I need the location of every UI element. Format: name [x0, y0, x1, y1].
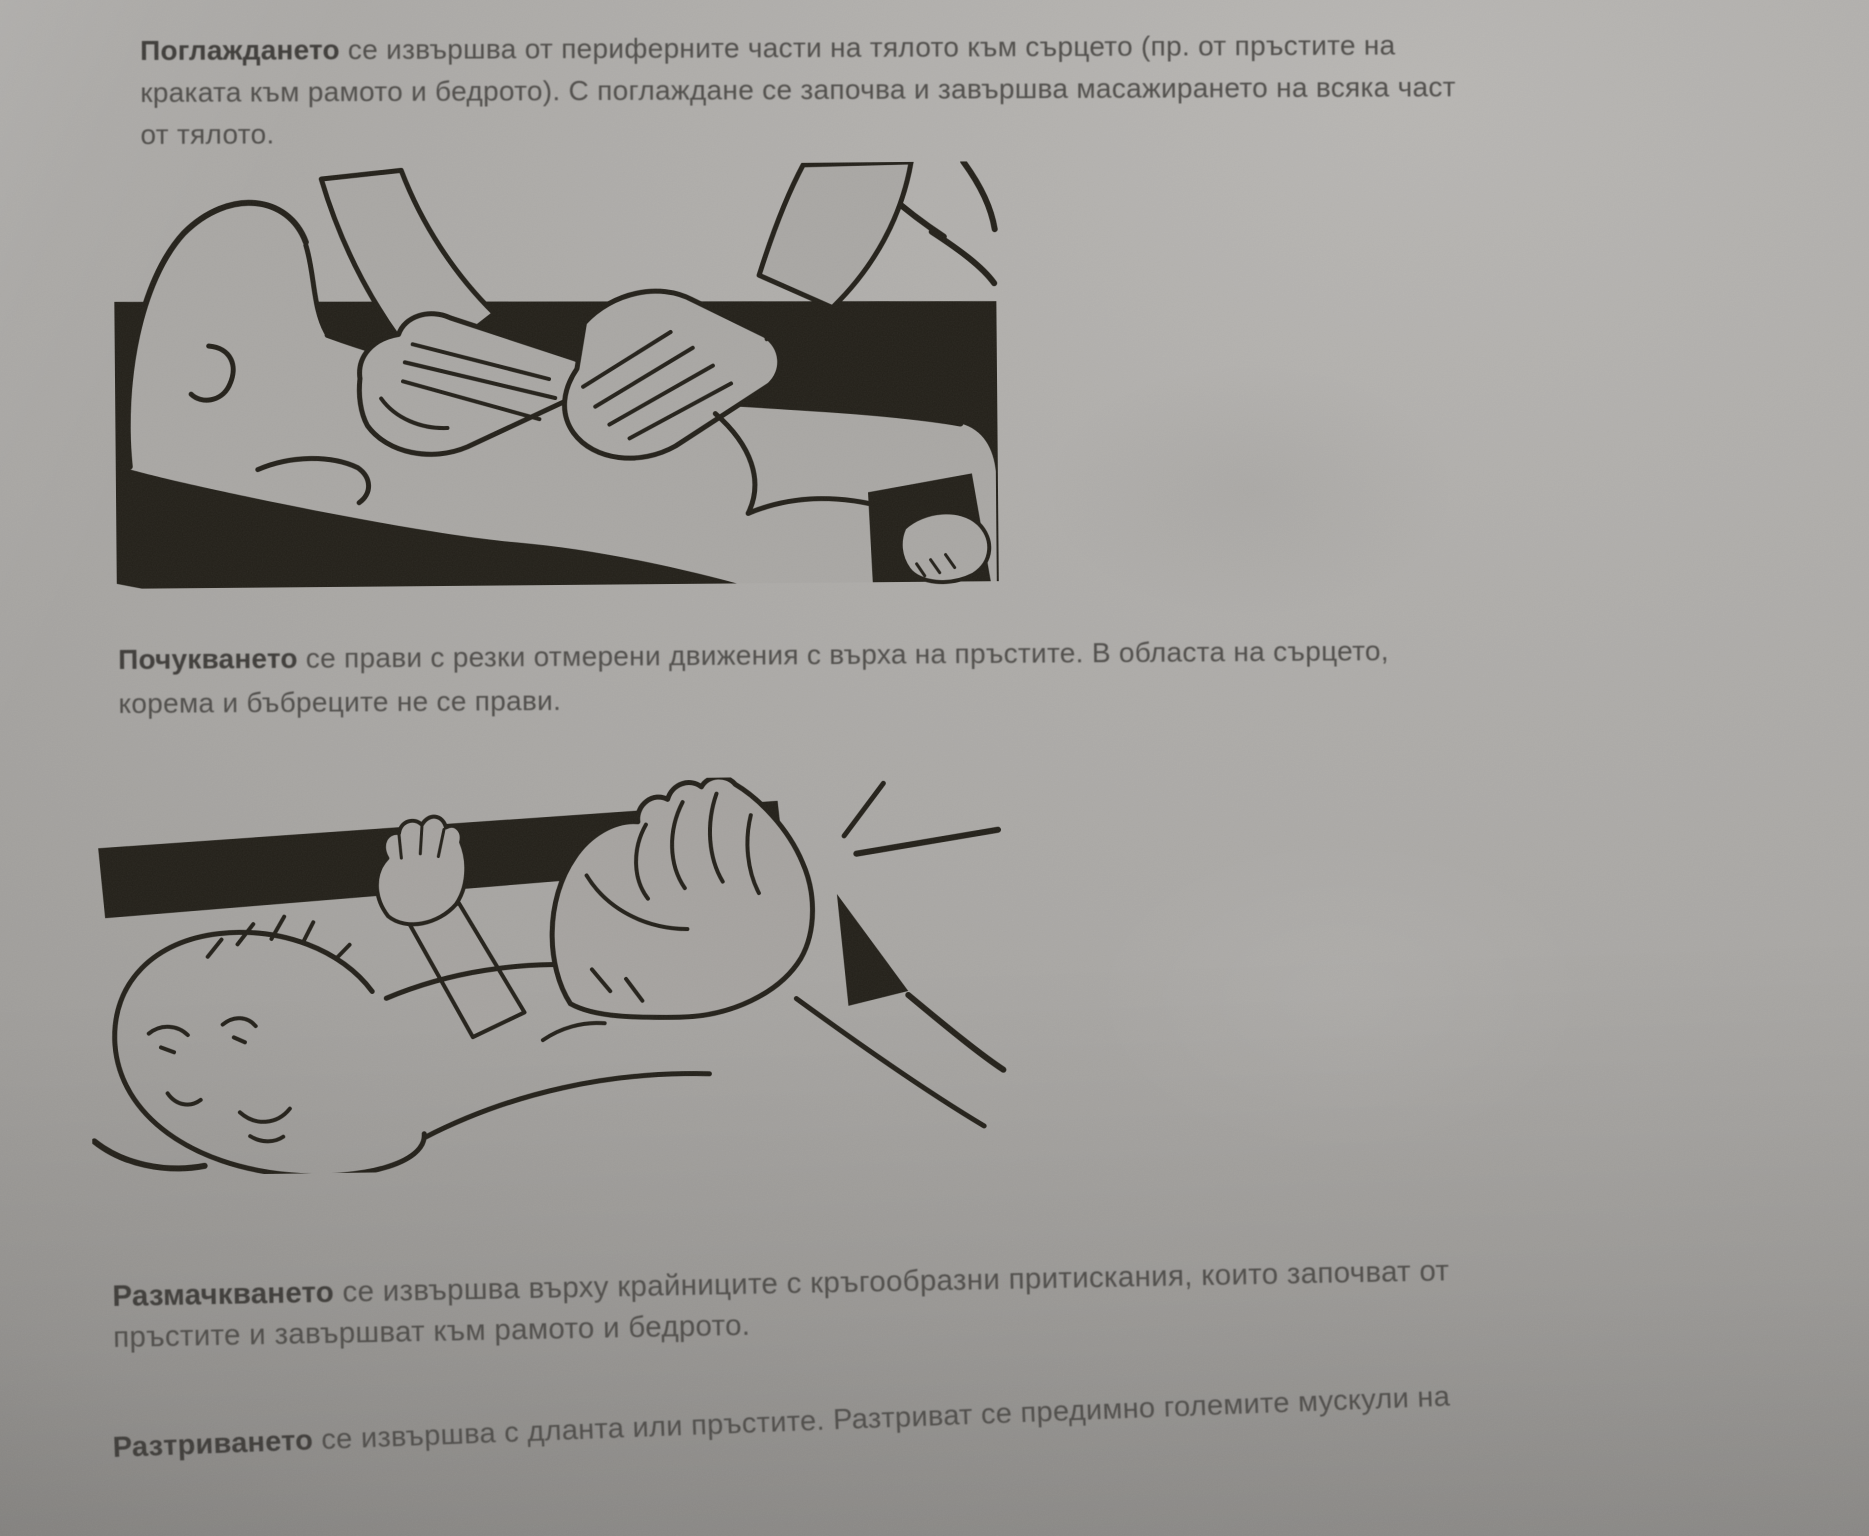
paper-light-patch: [1080, 830, 1600, 1160]
paragraph-tapping-line2: корема и бъбреците не се прави.: [118, 684, 562, 719]
term-tapping: Почукването: [118, 642, 298, 675]
paragraph-rubbing: [112, 1377, 1451, 1469]
paragraph-stroking-line3: от тялото.: [140, 118, 275, 150]
paper-bleedthrough-smudge: [1040, 360, 1460, 620]
baby-head: [91, 915, 425, 1177]
paragraph-tapping: [118, 629, 1389, 726]
paragraph-kneading-line1: се извършва върху крайниците с кръгообразни притискания, които започват от: [333, 1254, 1450, 1309]
paragraph-stroking: [140, 24, 1456, 156]
paragraph-stroking-line2: краката към рамото и бедрото). С поглаждане се започва и завършва масажирането на всяка част: [140, 71, 1456, 108]
term-stroking: Поглаждането: [140, 34, 340, 66]
paragraph-rubbing-line1: се извършва с дланта или пръстите. Разтриват се предимно големите мускули на: [312, 1380, 1451, 1457]
paragraph-tapping-line1: се прави с резки отмерени движения с върха на пръстите. В областа на сърцето,: [297, 635, 1389, 674]
term-kneading: Размачкването: [112, 1275, 335, 1313]
paragraph-kneading: [112, 1250, 1450, 1358]
tapping-illustration: [87, 774, 1012, 1177]
paragraph-stroking-line1: се извършва от периферните части на тялото към сърцето (пр. от пръстите на: [339, 29, 1396, 66]
masseur-wrist-and-forearm: [835, 782, 1003, 1072]
paragraph-kneading-line2: пръстите и завършват към рамото и бедрото.: [112, 1308, 751, 1354]
masseur-right-forearm: [758, 162, 912, 308]
stroking-illustration: [113, 161, 1002, 594]
baby-face: [149, 1017, 291, 1142]
term-rubbing: Разтриването: [112, 1424, 314, 1464]
